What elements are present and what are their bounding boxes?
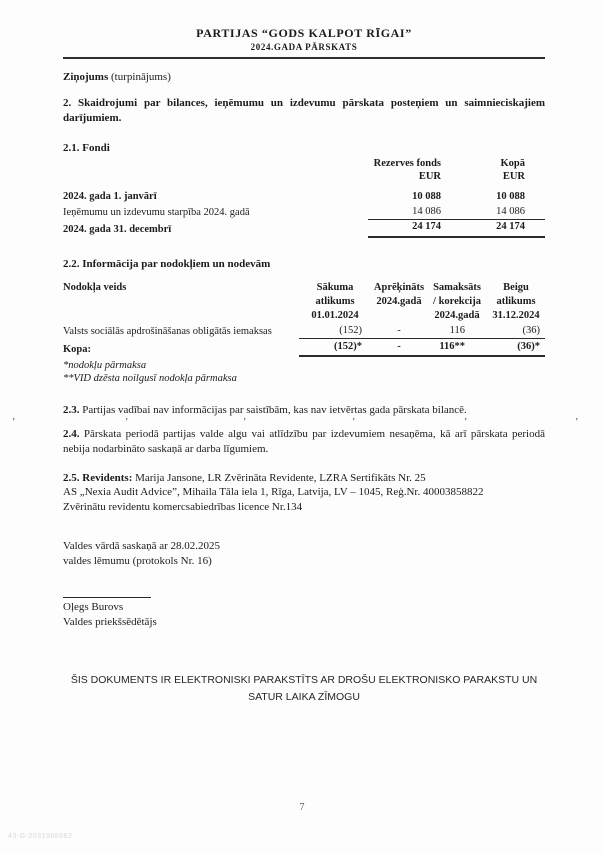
page-number: 7 [299, 802, 305, 813]
scan-artifact-mark: ʼ [243, 417, 247, 428]
cell-opening: (152) [339, 324, 362, 336]
tax-footnote-2: **VID dzēsta noilgusī nodokļa pārmaksa [63, 373, 237, 384]
section-2-heading: 2. Skaidrojumi par bilances, ieņēmumu un izdevumu pārskata posteņiem un saimnieciskajiem darījumiem. [63, 97, 545, 124]
report-continuation [63, 71, 545, 84]
scan-code: 43-G-2031968682 [8, 833, 73, 840]
cell-calculated: - [397, 340, 401, 352]
paragraph-2-4: 2.4. Pārskata periodā partijas valde algu vai atlīdzību par izdevumiem nesaņēma, kā arī pārskata periodā nebija nodarbināto saskaņā ar darba līgumiem. [63, 427, 545, 455]
tax-col4-header: Beigu atlikums 31.12.2024 [492, 281, 540, 321]
tax-type-header: Nodokļa veids [63, 281, 127, 293]
section-2-1-heading: 2.1. Fondi [63, 142, 110, 154]
cell-rezerves: 14 086 [412, 205, 441, 217]
auditor-line-2: AS „Nexia Audit Advice”, Mihaila Tāla iela 1, Rīga, Latvija, LV – 1045, Reģ.Nr. 40003858822 [63, 486, 484, 498]
cell-rezerves: 24 174 [412, 221, 441, 232]
report-suffix: (turpinājums) [108, 71, 171, 83]
page-title: PARTIJAS “GODS KALPOT RĪGAI” [196, 26, 412, 40]
scan-artifact-mark: ʼ [12, 417, 16, 428]
row-label: Ieņēmumu un izdevumu starpība 2024. gadā [63, 206, 250, 218]
scan-artifact-mark: ʼ [575, 417, 579, 428]
board-statement [63, 539, 545, 569]
signature-line [63, 597, 151, 598]
tax-table [63, 281, 545, 386]
tax-row-total [63, 339, 545, 357]
auditor-line-3: Zvērinātu revidentu komercsabiedrības licence Nr.134 [63, 500, 303, 513]
tax-col1-header: Sākuma atlikums 01.01.2024 [311, 281, 359, 321]
scan-artifact-mark: ʼ [125, 417, 129, 428]
board-statement-line-1: Valdes vārdā saskaņā ar 28.02.2025 [63, 540, 221, 552]
fondi-row-opening [63, 190, 545, 205]
scan-artifact-mark: ʼ [352, 417, 356, 428]
cell-rezerves: 10 088 [412, 191, 441, 202]
row-label: 2024. gada 1. janvārī [63, 191, 157, 202]
paragraph-2-3: 2.3. Partijas vadībai nav informācijas par saistībām, kas nav ietvērtas gada pārskata bilancē. [63, 403, 467, 416]
cell-paid: 116 [449, 324, 465, 336]
cell-calculated: - [397, 324, 401, 336]
fondi-row-closing [63, 220, 545, 238]
cell-paid: 116** [439, 340, 465, 352]
scan-artifact-mark: ʼ [464, 417, 468, 428]
tax-col3-header: Samaksāts / korekcija 2024.gadā [433, 281, 481, 321]
board-statement-line-2: valdes lēmumu (protokols Nr. 16) [63, 555, 212, 567]
signer-name: Oļegs Burovs [63, 601, 124, 613]
fondi-row-difference [63, 205, 545, 221]
fondi-table [63, 157, 545, 238]
row-label: Valsts sociālās apdrošināšanas obligātās iemaksas [63, 325, 272, 337]
cell-closing: (36) [522, 324, 540, 336]
header-rule [63, 57, 545, 59]
fondi-header-row [63, 157, 545, 183]
cell-closing: (36)* [517, 340, 540, 352]
row-label: 2024. gada 31. decembrī [63, 224, 172, 235]
auditor-line-1: 2.5. Revidents: Marija Jansone, LR Zvērināta Revidente, LZRA Sertifikāts Nr. 25 [63, 471, 426, 484]
report-label: Ziņojums [63, 71, 109, 83]
paragraph-2-5 [63, 471, 545, 515]
cell-opening: (152)* [334, 340, 362, 352]
cell-kopa: 14 086 [496, 205, 525, 217]
fondi-col2-header: Kopā EUR [500, 158, 525, 182]
esignature-note: ŠIS DOKUMENTS IR ELEKTRONISKI PARAKSTĪTS AR DROŠU ELEKTRONISKO PARAKSTU UN SATUR LAIKA ZĪMOGU [70, 674, 538, 703]
tax-header-row [63, 281, 545, 323]
section-2-2-heading: 2.2. Informācija par nodokļiem un nodevām [63, 257, 271, 270]
signer-role: Valdes priekšsēdētājs [63, 616, 157, 628]
cell-kopa: 10 088 [496, 191, 525, 202]
page-subtitle: 2024.GADA PĀRSKATS [250, 42, 358, 52]
tax-col2-header: Aprēķināts 2024.gadā [373, 281, 425, 307]
tax-row-social-insurance [63, 323, 545, 339]
signer-block [63, 600, 545, 630]
tax-footnote-1: *nodokļu pārmaksa [63, 359, 147, 371]
fondi-col1-header: Rezerves fonds EUR [373, 158, 441, 182]
cell-kopa: 24 174 [496, 221, 525, 232]
row-label: Kopa: [63, 343, 92, 355]
